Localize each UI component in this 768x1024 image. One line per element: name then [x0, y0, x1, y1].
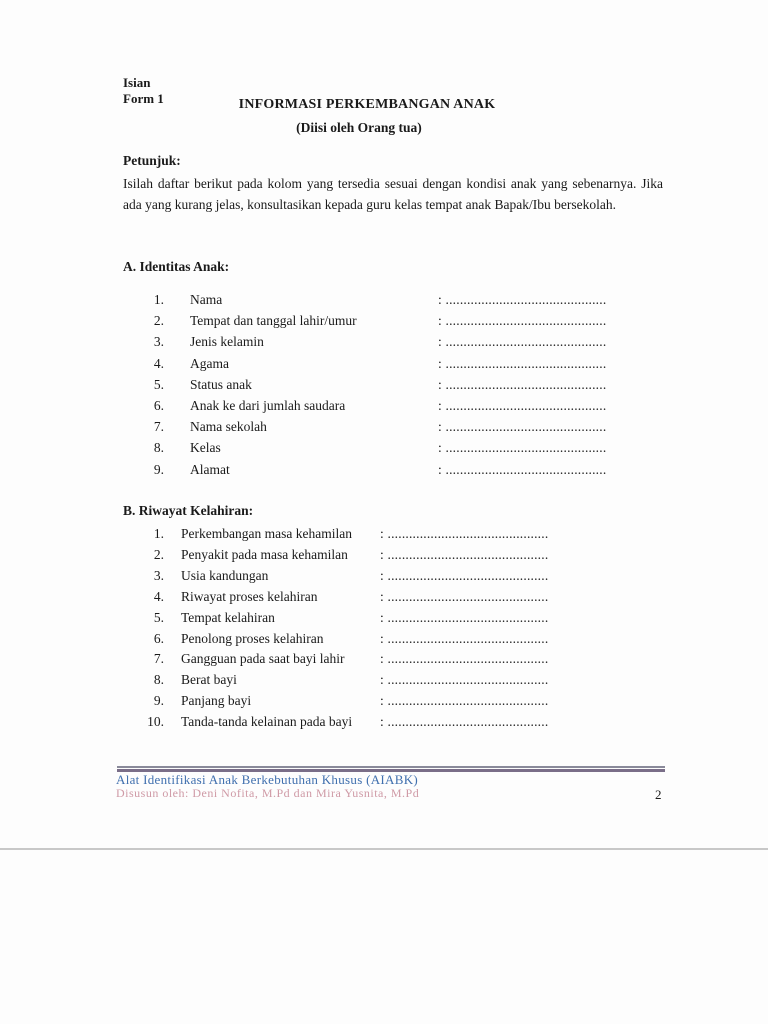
fill-in-field[interactable]: : .............................................	[380, 609, 549, 625]
fill-in-field[interactable]: : .............................................	[380, 714, 549, 730]
item-label: Penyakit pada masa kehamilan	[181, 546, 348, 562]
item-number: 10.	[147, 714, 164, 730]
section-b-item	[124, 714, 684, 734]
section-a-item	[124, 440, 684, 460]
document-subtitle: (Diisi oleh Orang tua)	[296, 120, 422, 135]
section-b-item	[124, 568, 684, 588]
fill-in-field[interactable]: : .............................................	[438, 419, 607, 435]
fill-in-field[interactable]: : .............................................	[438, 440, 607, 456]
item-label: Alamat	[190, 461, 230, 477]
item-number: 6.	[153, 630, 164, 646]
item-number: 1.	[153, 526, 164, 541]
item-number: 5.	[153, 609, 164, 625]
footer-title: Alat Identifikasi Anak Berkebutuhan Khusus (AIABK)	[116, 772, 419, 787]
form-label-line2: Form 1	[123, 91, 164, 106]
section-a-item	[124, 398, 684, 418]
fill-in-field[interactable]: : .............................................	[380, 693, 549, 709]
fill-in-field[interactable]: : .............................................	[380, 526, 549, 541]
instructions-heading: Petunjuk:	[123, 153, 181, 168]
fill-in-field[interactable]: : .............................................	[380, 672, 549, 688]
section-a-item	[124, 462, 684, 482]
item-number: 7.	[153, 651, 164, 667]
section-b-item	[124, 547, 684, 567]
section-b-item	[124, 589, 684, 609]
section-b-heading: B. Riwayat Kelahiran:	[123, 503, 254, 518]
section-a-item	[124, 356, 684, 376]
item-number: 3.	[153, 334, 164, 350]
item-number: 2.	[153, 313, 164, 329]
section-b-item	[124, 693, 684, 713]
section-a-heading: A. Identitas Anak:	[123, 259, 230, 274]
section-b-item	[124, 651, 684, 671]
footer-rule	[117, 766, 665, 768]
item-label: Penolong proses kelahiran	[181, 630, 324, 646]
item-number: 4.	[153, 355, 164, 371]
item-number: 1.	[153, 292, 164, 307]
item-number: 9.	[153, 693, 164, 709]
item-number: 7.	[153, 419, 164, 435]
item-label: Tempat dan tanggal lahir/umur	[190, 313, 357, 329]
fill-in-field[interactable]: : .............................................	[380, 630, 549, 646]
item-label: Perkembangan masa kehamilan	[181, 526, 352, 541]
page-bottom-edge	[0, 848, 768, 850]
item-label: Anak ke dari jumlah saudara	[190, 398, 346, 413]
page-number: 2	[655, 787, 662, 802]
document-title: INFORMASI PERKEMBANGAN ANAK	[238, 97, 496, 112]
section-b-item	[124, 526, 684, 546]
section-b-item	[124, 631, 684, 651]
item-label: Nama	[190, 292, 223, 307]
item-label: Berat bayi	[181, 672, 237, 688]
item-number: 8.	[153, 440, 164, 456]
fill-in-field[interactable]: : .............................................	[380, 546, 549, 562]
fill-in-field[interactable]: : .............................................	[380, 588, 549, 604]
item-label: Agama	[190, 355, 229, 371]
item-label: Panjang bayi	[181, 693, 252, 709]
fill-in-field[interactable]: : .............................................	[380, 567, 549, 583]
item-number: 5.	[153, 376, 164, 392]
item-number: 2.	[153, 546, 164, 562]
fill-in-field[interactable]: : .............................................	[438, 334, 607, 350]
fill-in-field[interactable]: : .............................................	[438, 461, 607, 477]
item-number: 6.	[153, 398, 164, 413]
fill-in-field[interactable]: : .............................................	[438, 376, 607, 392]
section-a-item	[124, 419, 684, 439]
item-label: Jenis kelamin	[190, 334, 264, 350]
instructions-text: Isilah daftar berikut pada kolom yang tersedia sesuai dengan kondisi anak yang sebenarnya. Jika ada yang kurang jelas, konsultasikan kepada guru kelas tempat anak Bapak/Ibu bersekolah.	[123, 176, 663, 212]
fill-in-field[interactable]: : .............................................	[438, 355, 607, 371]
item-label: Tanda-tanda kelainan pada bayi	[181, 714, 353, 730]
section-a-item	[124, 377, 684, 397]
item-label: Gangguan pada saat bayi lahir	[181, 651, 345, 667]
section-a-item	[124, 313, 684, 333]
section-a-item	[124, 292, 684, 312]
fill-in-field[interactable]: : .............................................	[438, 398, 607, 413]
section-b-item	[124, 672, 684, 692]
item-label: Kelas	[190, 440, 221, 456]
item-number: 4.	[153, 588, 164, 604]
item-label: Tempat kelahiran	[181, 609, 275, 625]
footer-authors: Disusun oleh: Deni Nofita, M.Pd dan Mira Yusnita, M.Pd	[116, 786, 420, 800]
item-label: Nama sekolah	[190, 419, 267, 435]
item-number: 3.	[153, 567, 164, 583]
item-label: Usia kandungan	[181, 567, 269, 583]
item-number: 9.	[153, 461, 164, 477]
item-label: Status anak	[190, 376, 252, 392]
fill-in-field[interactable]: : .............................................	[438, 313, 607, 329]
fill-in-field[interactable]: : .............................................	[380, 651, 549, 667]
section-b-item	[124, 610, 684, 630]
item-number: 8.	[153, 672, 164, 688]
item-label: Riwayat proses kelahiran	[181, 588, 318, 604]
fill-in-field[interactable]: : .............................................	[438, 292, 607, 307]
section-a-item	[124, 334, 684, 354]
form-label-line1: Isian	[123, 75, 151, 90]
